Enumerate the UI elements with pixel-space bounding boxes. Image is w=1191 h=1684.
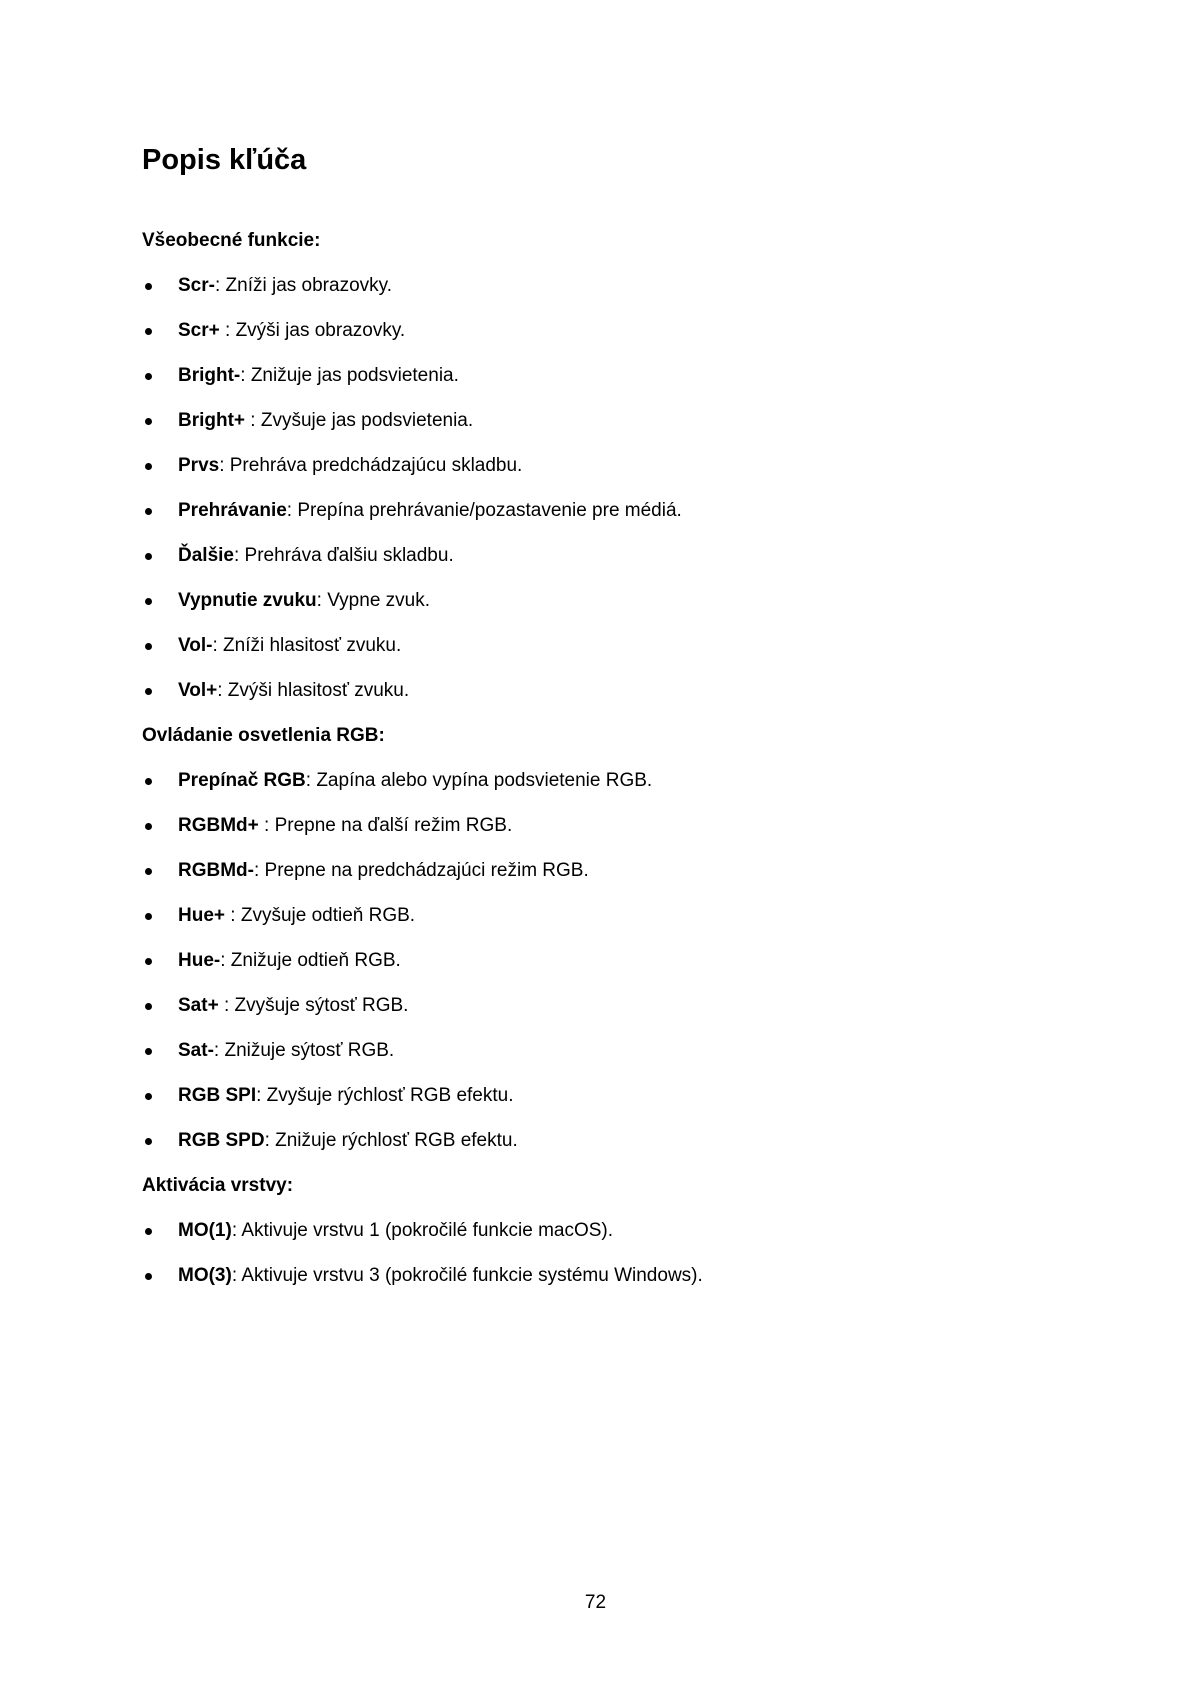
list-item	[142, 1081, 1142, 1126]
bullet-icon	[145, 1138, 152, 1145]
bullet-icon	[145, 778, 152, 785]
section-general-functions	[142, 226, 1142, 721]
section-heading: Aktivácia vrstvy:	[142, 1175, 294, 1196]
key-description: : Zvyšuje odtieň RGB.	[225, 905, 416, 926]
key-name: Scr+	[178, 320, 220, 341]
key-description: : Znižuje sýtosť RGB.	[213, 1040, 395, 1061]
section-heading: Ovládanie osvetlenia RGB:	[142, 725, 385, 746]
bullet-icon	[145, 418, 152, 425]
list-item	[142, 676, 1142, 721]
key-name: Vol+	[178, 680, 218, 701]
key-description: : Zvýši jas obrazovky.	[219, 320, 406, 341]
bullet-icon	[145, 1003, 152, 1010]
list-item	[142, 1036, 1142, 1081]
bullet-icon	[145, 373, 152, 380]
key-description: : Zvyšuje jas podsvietenia.	[245, 410, 474, 431]
list-item	[142, 496, 1142, 541]
list-item	[142, 1261, 1142, 1306]
key-description: : Prepne na predchádzajúci režim RGB.	[253, 860, 589, 881]
list-item	[142, 811, 1142, 856]
key-name: Bright+	[178, 410, 246, 431]
list-item	[142, 946, 1142, 991]
key-name: Prvs	[178, 455, 220, 476]
key-description: : Aktivuje vrstvu 3 (pokročilé funkcie systému Windows).	[231, 1265, 703, 1286]
list-item	[142, 406, 1142, 451]
list-item	[142, 901, 1142, 946]
list-item	[142, 856, 1142, 901]
bullet-icon	[145, 688, 152, 695]
bullet-icon	[145, 283, 152, 290]
list-item	[142, 541, 1142, 586]
key-description: : Zníži hlasitosť zvuku.	[212, 635, 402, 656]
key-name: Prepínač RGB	[178, 770, 306, 791]
list-item	[142, 1216, 1142, 1261]
key-name: Hue+	[178, 905, 225, 926]
list-item	[142, 991, 1142, 1036]
key-description: : Prepína prehrávanie/pozastavenie pre médiá.	[286, 500, 682, 521]
key-name: Vol-	[178, 635, 213, 656]
list-item	[142, 361, 1142, 406]
key-name: MO(1)	[178, 1220, 232, 1241]
bullet-icon	[145, 913, 152, 920]
key-name: RGBMd+	[178, 815, 259, 836]
key-name: Ďalšie	[178, 545, 234, 566]
bullet-icon	[145, 508, 152, 515]
key-description: : Znižuje jas podsvietenia.	[240, 365, 459, 386]
key-description: : Prepne na ďalší režim RGB.	[258, 815, 513, 836]
key-description: : Zníži jas obrazovky.	[214, 275, 393, 296]
key-description: : Vypne zvuk.	[316, 590, 431, 611]
key-name: Vypnutie zvuku	[178, 590, 317, 611]
bullet-icon	[145, 823, 152, 830]
list-item	[142, 271, 1142, 316]
bullet-icon	[145, 958, 152, 965]
bullet-icon	[145, 868, 152, 875]
bullet-icon	[145, 1228, 152, 1235]
key-name: RGB SPI	[178, 1085, 257, 1106]
key-description-content	[142, 226, 1142, 1306]
bullet-icon	[145, 553, 152, 560]
bullet-icon	[145, 1093, 152, 1100]
key-name: RGBMd-	[178, 860, 254, 881]
list-item	[142, 631, 1142, 676]
key-description: : Zvyšuje rýchlosť RGB efektu.	[256, 1085, 514, 1106]
bullet-icon	[145, 1048, 152, 1055]
list-item	[142, 586, 1142, 631]
key-name: Sat+	[178, 995, 219, 1016]
bullet-icon	[145, 1273, 152, 1280]
key-description: : Zapína alebo vypína podsvietenie RGB.	[305, 770, 653, 791]
list-item	[142, 316, 1142, 361]
bullet-icon	[145, 643, 152, 650]
key-name: Sat-	[178, 1040, 214, 1061]
section-rgb-lighting-control	[142, 721, 1142, 1171]
section-heading: Všeobecné funkcie:	[142, 230, 321, 251]
key-description: : Zvyšuje sýtosť RGB.	[218, 995, 409, 1016]
key-name: Scr-	[178, 275, 215, 296]
key-description: : Prehráva ďalšiu skladbu.	[233, 545, 454, 566]
list-item	[142, 451, 1142, 496]
page-title: Popis kľúča	[142, 144, 307, 176]
key-description: : Znižuje rýchlosť RGB efektu.	[264, 1130, 518, 1151]
key-name: Prehrávanie	[178, 500, 287, 521]
page-number: 72	[584, 1592, 607, 1613]
key-description: : Zvýši hlasitosť zvuku.	[217, 680, 410, 701]
key-description: : Prehráva predchádzajúcu skladbu.	[219, 455, 523, 476]
key-name: MO(3)	[178, 1265, 232, 1286]
bullet-icon	[145, 598, 152, 605]
section-layer-activation	[142, 1171, 1142, 1306]
list-item	[142, 766, 1142, 811]
bullet-icon	[145, 463, 152, 470]
key-name: RGB SPD	[178, 1130, 265, 1151]
key-description: : Aktivuje vrstvu 1 (pokročilé funkcie macOS).	[231, 1220, 614, 1241]
bullet-icon	[145, 328, 152, 335]
key-name: Bright-	[178, 365, 241, 386]
key-description: : Znižuje odtieň RGB.	[220, 950, 401, 971]
list-item	[142, 1126, 1142, 1171]
key-name: Hue-	[178, 950, 221, 971]
